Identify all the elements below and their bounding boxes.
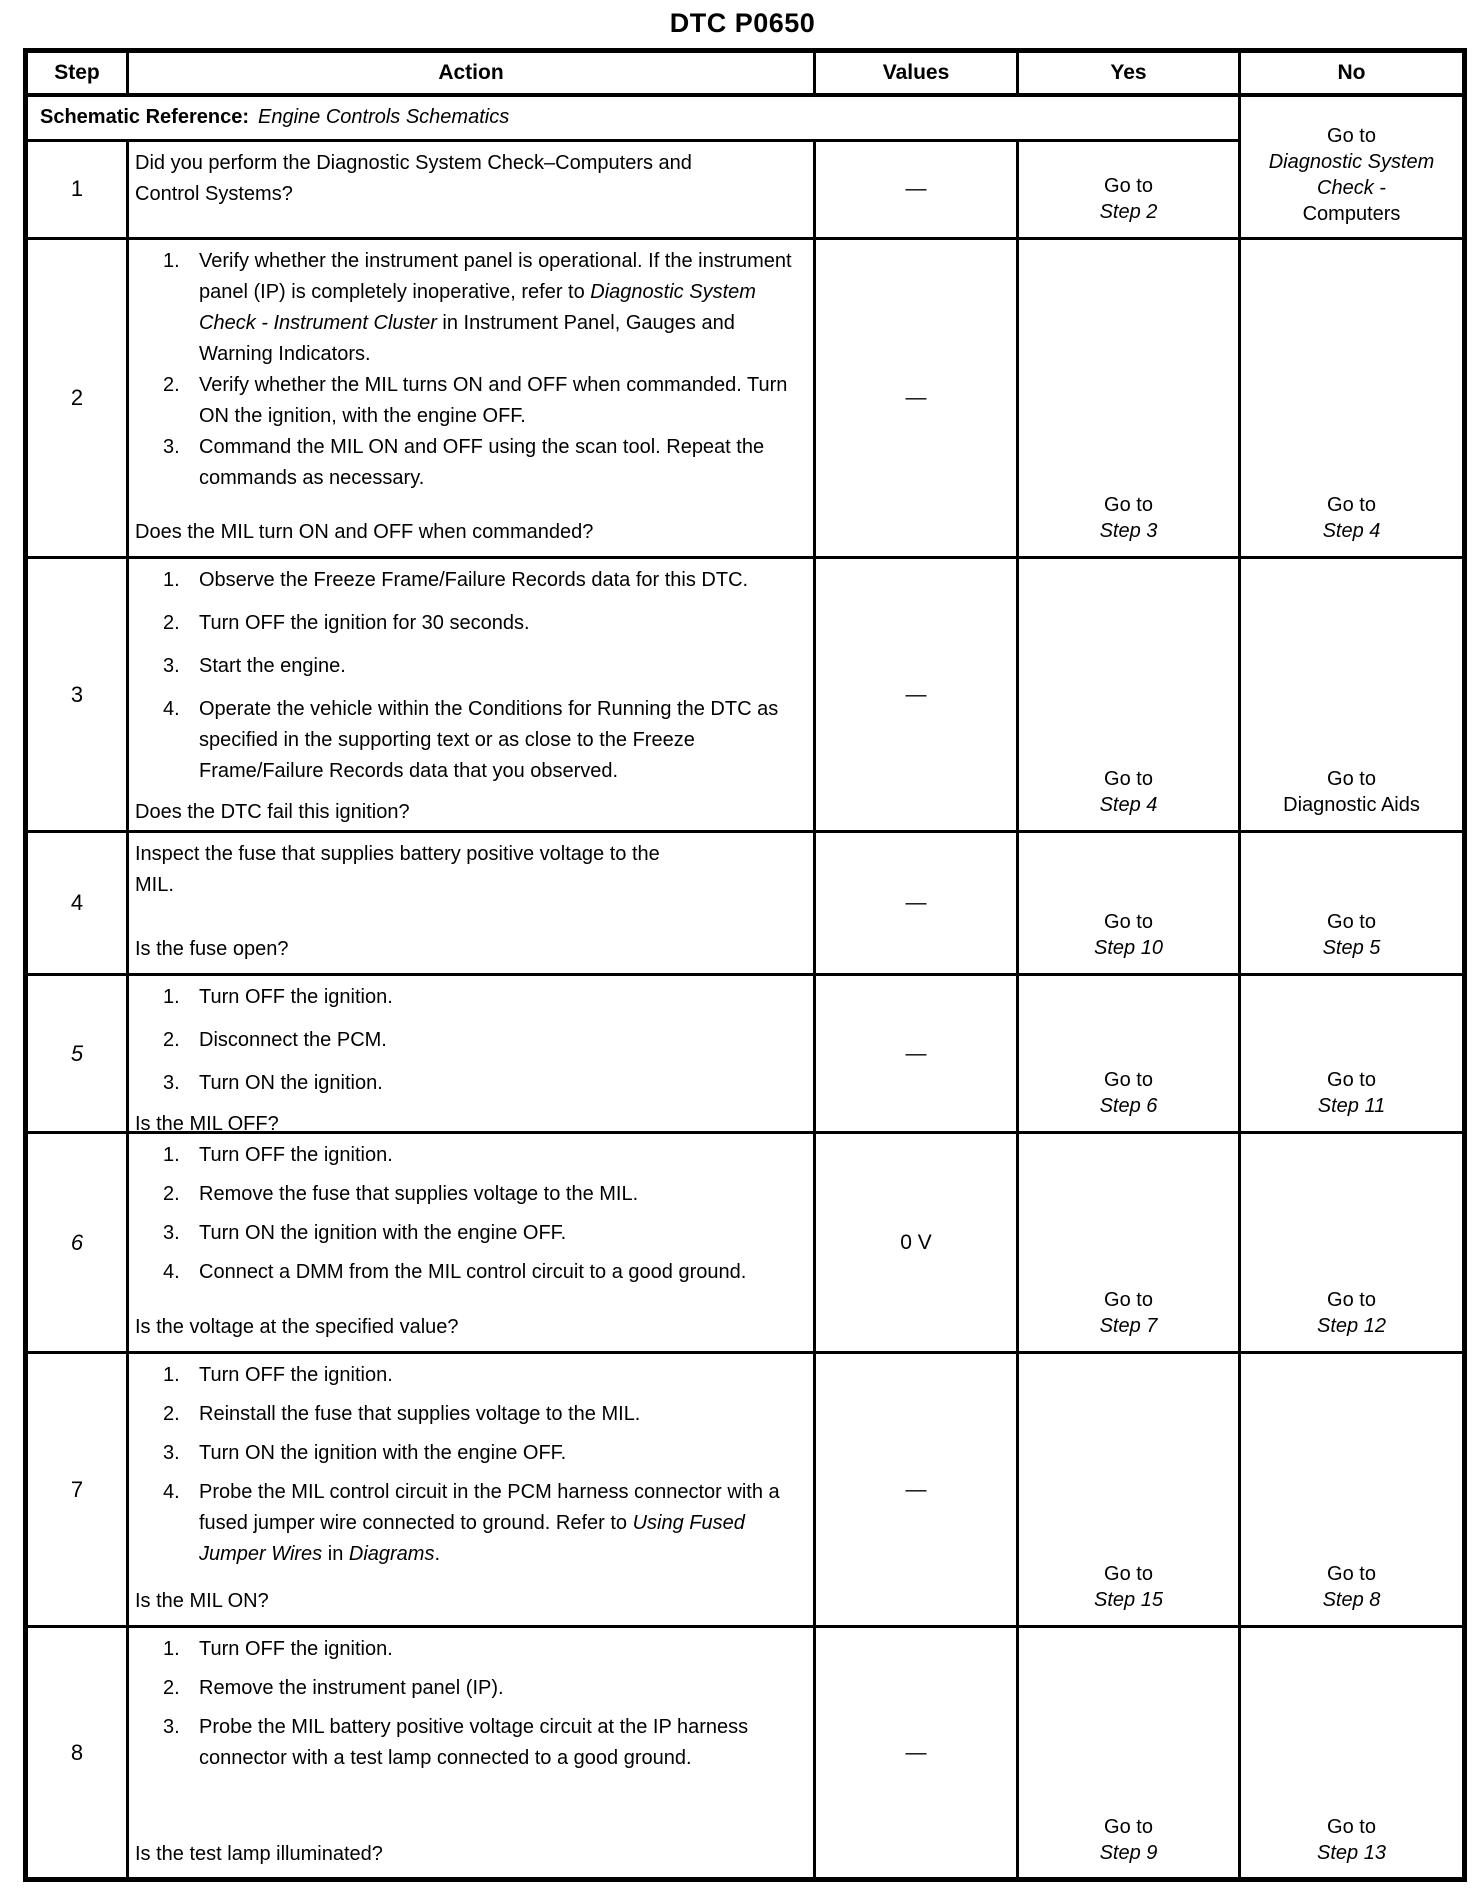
action-step-item: Turn ON the ignition. <box>199 1072 383 1094</box>
action-step-item: Turn OFF the ignition. <box>199 1638 393 1660</box>
column-header-step: Step <box>26 51 128 96</box>
action-step-item: Command the MIL ON and OFF using the scan tool. Repeat the commands as necessary. <box>199 436 765 489</box>
step-number: 5 <box>26 975 128 1133</box>
yes-cell <box>1018 832 1240 975</box>
action-cell <box>128 975 815 1133</box>
dtc-diagnostic-table <box>23 48 1467 1882</box>
yes-link: Go to Step 9 <box>1099 1816 1158 1864</box>
action-step-list <box>135 1140 803 1296</box>
no-cell-step-1 <box>1240 95 1465 239</box>
yes-cell <box>1018 1353 1240 1627</box>
action-question: Is the test lamp illuminated? <box>135 1843 383 1865</box>
table-row-step-6 <box>26 1133 1465 1353</box>
table-row-step-7 <box>26 1353 1465 1627</box>
yes-cell <box>1018 1133 1240 1353</box>
yes-link: Go to Step 15 <box>1094 1563 1163 1611</box>
action-question: Is the MIL ON? <box>135 1590 269 1612</box>
table-row-step-5 <box>26 975 1465 1133</box>
action-cell <box>128 558 815 832</box>
no-cell <box>1240 558 1465 832</box>
action-step-list <box>135 246 803 494</box>
yes-link: Go to Step 10 <box>1094 911 1163 959</box>
action-step-item: Start the engine. <box>199 655 346 677</box>
yes-link: Go to Step 6 <box>1099 1069 1158 1117</box>
action-step-item: Remove the fuse that supplies voltage to the MIL. <box>199 1183 639 1205</box>
action-step-item: Turn OFF the ignition. <box>199 986 393 1008</box>
step-number: 2 <box>26 239 128 558</box>
action-step-item: Turn OFF the ignition for 30 seconds. <box>199 612 530 634</box>
action-cell <box>128 1133 815 1353</box>
no-link: Go to Step 12 <box>1317 1289 1386 1337</box>
yes-cell <box>1018 140 1240 238</box>
action-step-item: Reinstall the fuse that supplies voltage to the MIL. <box>199 1403 641 1425</box>
yes-cell <box>1018 239 1240 558</box>
values-cell: — <box>815 1627 1018 1880</box>
action-step-list <box>135 982 803 1111</box>
action-step-item: Probe the MIL control circuit in the PCM harness connector with a fused jumper wire connected to ground. Refer to Using Fused Jumper Wires in Diagrams. <box>199 1481 780 1565</box>
column-header-no: No <box>1240 51 1465 96</box>
table-row-step-8 <box>26 1627 1465 1880</box>
no-link: Go to Step 8 <box>1322 1563 1381 1611</box>
action-step-item: Observe the Freeze Frame/Failure Records data for this DTC. <box>199 569 749 591</box>
step-number: 1 <box>26 140 128 238</box>
step-number: 6 <box>26 1133 128 1353</box>
schematic-reference-label: Schematic Reference: <box>40 106 249 129</box>
yes-cell <box>1018 975 1240 1133</box>
no-link: Go to Step 13 <box>1317 1816 1386 1864</box>
values-cell: — <box>815 239 1018 558</box>
no-link: Go to Step 11 <box>1317 1069 1386 1117</box>
action-cell <box>128 1353 815 1627</box>
action-text: Did you perform the Diagnostic System Check–Computers and Control Systems? <box>135 151 692 205</box>
step-number: 4 <box>26 832 128 975</box>
action-step-item: Verify whether the MIL turns ON and OFF when commanded. Turn ON the ignition, with the engine OFF. <box>199 374 788 427</box>
action-step-item: Connect a DMM from the MIL control circuit to a good ground. <box>199 1261 747 1283</box>
values-cell: — <box>815 558 1018 832</box>
no-cell <box>1240 1353 1465 1627</box>
action-cell <box>128 239 815 558</box>
action-step-item: Turn OFF the ignition. <box>199 1364 393 1386</box>
column-header-action: Action <box>128 51 815 96</box>
action-question: Does the MIL turn ON and OFF when commanded? <box>135 521 594 543</box>
column-header-yes: Yes <box>1018 51 1240 96</box>
step-number: 8 <box>26 1627 128 1880</box>
action-step-list <box>135 1634 803 1782</box>
yes-cell <box>1018 558 1240 832</box>
values-cell: — <box>815 832 1018 975</box>
column-header-values: Values <box>815 51 1018 96</box>
action-step-item: Operate the vehicle within the Conditions for Running the DTC as specified in the supporting text or as close to the Freeze Frame/Failure Records data that you observed. <box>199 698 779 782</box>
action-step-item: Disconnect the PCM. <box>199 1029 387 1051</box>
action-step-item: Turn ON the ignition with the engine OFF. <box>199 1222 567 1244</box>
values-cell: 0 V <box>815 1133 1018 1353</box>
action-step-item: Remove the instrument panel (IP). <box>199 1677 504 1699</box>
action-step-item: Turn ON the ignition with the engine OFF. <box>199 1442 567 1464</box>
action-question: Is the MIL OFF? <box>135 1113 279 1133</box>
yes-cell <box>1018 1627 1240 1880</box>
schematic-reference-value: Engine Controls Schematics <box>257 106 510 129</box>
no-link: Go to Step 5 <box>1322 911 1381 959</box>
no-cell <box>1240 1627 1465 1880</box>
action-cell <box>128 1627 815 1880</box>
action-step-list <box>135 1360 803 1578</box>
yes-link: Go to Step 2 <box>1099 174 1158 223</box>
yes-link: Go to Step 4 <box>1099 768 1158 816</box>
action-step-item: Verify whether the instrument panel is operational. If the instrument panel (IP) is completely inoperative, refer to Diagnostic System Check - Instrument Cluster in Instrument Panel, Gauges and Warning Indicators. <box>199 250 792 365</box>
action-question: Is the fuse open? <box>135 938 289 960</box>
yes-link: Go to Step 7 <box>1099 1289 1158 1337</box>
table-row-step-3 <box>26 558 1465 832</box>
table-row-step-4 <box>26 832 1465 975</box>
no-cell <box>1240 1133 1465 1353</box>
table-header-row <box>26 51 1465 96</box>
schematic-reference-cell <box>26 95 1240 140</box>
action-question: Is the voltage at the specified value? <box>135 1316 459 1338</box>
action-text: Inspect the fuse that supplies battery positive voltage to the MIL. <box>135 843 660 896</box>
action-step-item: Probe the MIL battery positive voltage circuit at the IP harness connector with a test lamp connected to a good ground. <box>199 1716 749 1769</box>
action-cell <box>128 140 815 238</box>
values-cell: — <box>815 1353 1018 1627</box>
action-step-list <box>135 565 803 799</box>
no-link-step-1: Go to Diagnostic System Check - Computers <box>1268 125 1435 225</box>
no-link: Go to Diagnostic Aids <box>1283 768 1420 816</box>
table-row-step-2 <box>26 239 1465 558</box>
values-cell: — <box>815 140 1018 238</box>
action-cell <box>128 832 815 975</box>
page-title: DTC P0650 <box>669 8 816 38</box>
action-question: Does the DTC fail this ignition? <box>135 801 410 823</box>
action-step-item: Turn OFF the ignition. <box>199 1144 393 1166</box>
step-number: 3 <box>26 558 128 832</box>
yes-link: Go to Step 3 <box>1099 494 1158 542</box>
values-cell: — <box>815 975 1018 1133</box>
no-cell <box>1240 975 1465 1133</box>
no-cell <box>1240 239 1465 558</box>
no-link: Go to Step 4 <box>1322 494 1381 542</box>
step-number: 7 <box>26 1353 128 1627</box>
schematic-reference-row <box>26 95 1465 140</box>
no-cell <box>1240 832 1465 975</box>
